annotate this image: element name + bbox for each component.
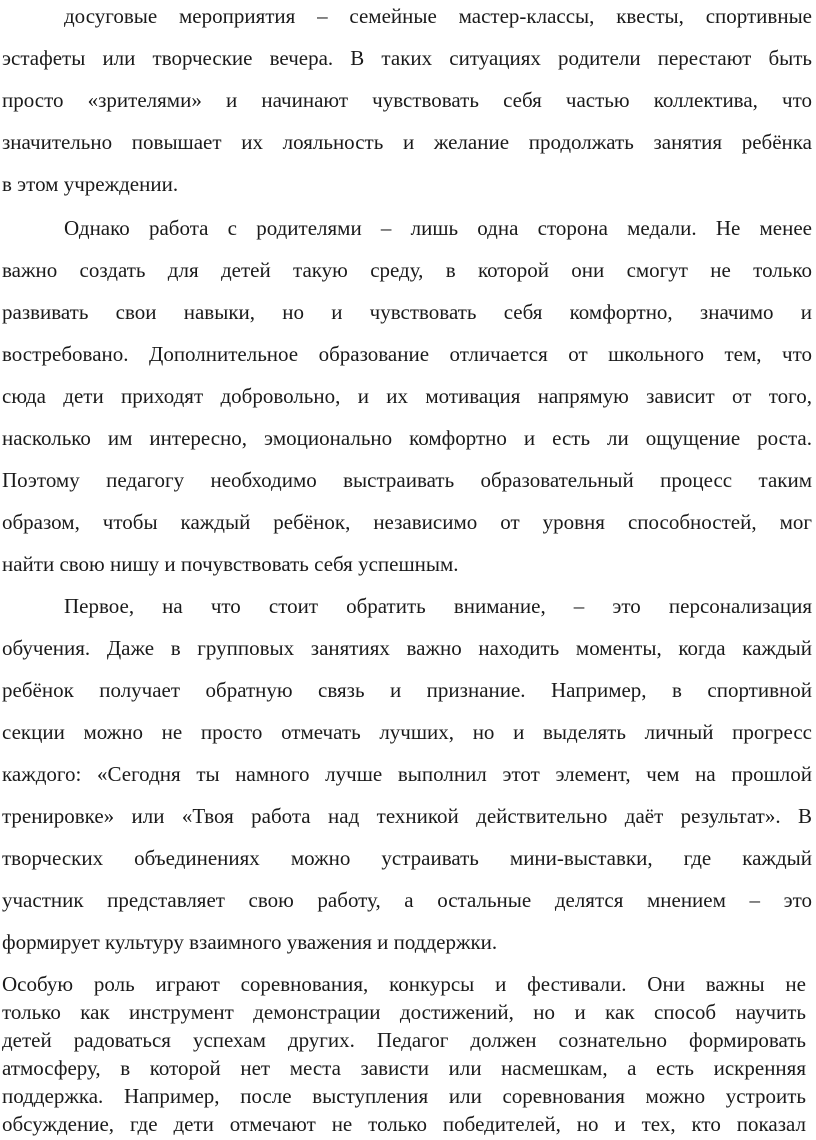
paragraph-1-line: просто «зрителями» и начинают чувствовать себя частью коллектива, что [2, 88, 812, 112]
paragraph-3-line: Первое, на что стоит обратить внимание, – это персонализация [64, 594, 812, 618]
paragraph-2-line: важно создать для детей такую среду, в которой они смогут не только [2, 258, 812, 282]
paragraph-4-line: обсуждение, где дети отмечают не только победителей, но и тех, кто показал [2, 1112, 806, 1136]
paragraph-2-line: развивать свои навыки, но и чувствовать себя комфортно, значимо и [2, 300, 812, 324]
paragraph-3-line: формирует культуру взаимного уважения и поддержки. [2, 930, 498, 954]
paragraph-3-line: каждого: «Сегодня ты намного лучше выполнил этот элемент, чем на прошлой [2, 762, 812, 786]
paragraph-3-line: обучения. Даже в групповых занятиях важно находить моменты, когда каждый [2, 636, 812, 660]
paragraph-1-line: в этом учреждении. [2, 172, 179, 196]
paragraph-3-line: участник представляет свою работу, а остальные делятся мнением – это [2, 888, 812, 912]
paragraph-3-line: тренировке» или «Твоя работа над техникой действительно даёт результат». В [2, 804, 812, 828]
paragraph-4-line: Особую роль играют соревнования, конкурсы и фестивали. Они важны не [2, 972, 806, 996]
paragraph-2-line: Однако работа с родителями – лишь одна сторона медали. Не менее [64, 216, 812, 240]
paragraph-3-line: творческих объединениях можно устраивать мини-выставки, где каждый [2, 846, 812, 870]
paragraph-4-line: только как инструмент демонстрации достижений, но и как способ научить [2, 1000, 806, 1024]
paragraph-2-line: найти свою нишу и почувствовать себя успешным. [2, 552, 459, 576]
paragraph-4-line: детей радоваться успехам других. Педагог должен сознательно формировать [2, 1028, 806, 1052]
paragraph-4-line: поддержка. Например, после выступления или соревнования можно устроить [2, 1084, 806, 1108]
paragraph-2-line: образом, чтобы каждый ребёнок, независимо от уровня способностей, мог [2, 510, 812, 534]
paragraph-1-line: эстафеты или творческие вечера. В таких ситуациях родители перестают быть [2, 46, 812, 70]
paragraph-1-line: значительно повышает их лояльность и желание продолжать занятия ребёнка [2, 130, 812, 154]
paragraph-1-line: досуговые мероприятия – семейные мастер-классы, квесты, спортивные [64, 4, 812, 28]
paragraph-2-line: Поэтому педагогу необходимо выстраивать образовательный процесс таким [2, 468, 812, 492]
paragraph-3-line: ребёнок получает обратную связь и признание. Например, в спортивной [2, 678, 812, 702]
paragraph-3-line: секции можно не просто отмечать лучших, но и выделять личный прогресс [2, 720, 812, 744]
paragraph-2-line: востребовано. Дополнительное образование отличается от школьного тем, что [2, 342, 812, 366]
paragraph-4-line: атмосферу, в которой нет места зависти или насмешкам, а есть искренняя [2, 1056, 806, 1080]
paragraph-2-line: насколько им интересно, эмоционально комфортно и есть ли ощущение роста. [2, 426, 812, 450]
paragraph-2-line: сюда дети приходят добровольно, и их мотивация напрямую зависит от того, [2, 384, 812, 408]
